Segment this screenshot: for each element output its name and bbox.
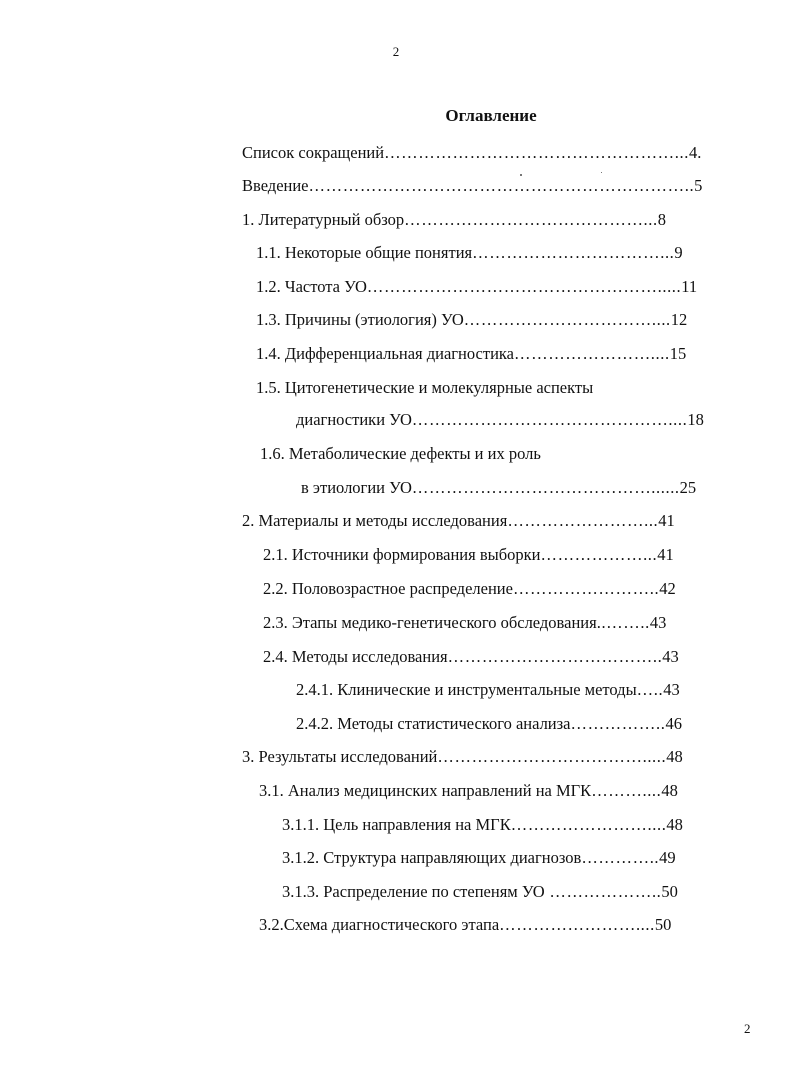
toc-entry-leader: ……………………... <box>507 511 659 530</box>
toc-entry-page: 4. <box>688 143 702 162</box>
toc-entry-label: 1.6. Метаболические дефекты и их роль <box>260 444 541 463</box>
toc-entry-leader: ……….... <box>591 781 662 800</box>
toc-entry-leader: ….. <box>636 680 664 699</box>
toc-entry <box>256 274 697 300</box>
toc-entry-page: 9 <box>674 243 683 262</box>
toc-entry-leader: ..…….. <box>596 613 650 632</box>
toc-entry-page: 25 <box>679 478 697 497</box>
toc-entry-label: 1.3. Причины (этиология) УО <box>256 310 464 329</box>
toc-entry-leader: …………….. <box>570 714 666 733</box>
page-number-bottom: 2 <box>744 1021 751 1036</box>
toc-entry-page: 18 <box>687 410 704 429</box>
toc-entry-page: 50 <box>654 915 672 934</box>
toc-entry <box>282 845 676 871</box>
toc-entry-leader: …………………………….... <box>463 310 671 329</box>
toc-entry-label: Введение <box>242 176 309 195</box>
toc-entry-leader: ……………….. <box>544 882 662 901</box>
toc-entry-leader: …………………….... <box>499 915 655 934</box>
toc-entry-leader: ……………………………... <box>472 243 675 262</box>
toc-entry-leader: ………………………………………………………….. <box>308 176 695 195</box>
toc-entry <box>256 341 686 367</box>
toc-entry-label: 2.4. Методы исследования <box>263 647 448 666</box>
toc-entry-label: 1.1. Некоторые общие понятия <box>256 243 473 262</box>
toc-entry-label: в этиологии УО <box>301 478 412 497</box>
toc-entry-leader: …………………….... <box>510 815 667 834</box>
toc-entry-label: 3.1. Анализ медицинских направлений на МГК <box>259 781 592 800</box>
toc-entry-label: 2.3. Этапы медико-генетического обследования <box>263 613 597 632</box>
toc-entry-label: 1.5. Цитогенетические и молекулярные аспекты <box>256 378 594 397</box>
toc-entry-label: 2. Материалы и методы исследования <box>242 511 508 530</box>
toc-entry-page: 42 <box>659 579 676 598</box>
toc-entry <box>282 812 683 838</box>
toc-entry-label: Список сокращений <box>242 143 385 162</box>
toc-entry <box>242 207 666 233</box>
toc-entry-label: диагностики УО <box>296 410 412 429</box>
toc-entry-page: 43 <box>662 647 679 666</box>
toc-entry <box>242 140 701 166</box>
toc-entry-page: 15 <box>669 344 687 363</box>
toc-entry-leader: ………………………………..... <box>437 747 667 766</box>
toc-entry <box>296 711 682 737</box>
toc-entry-leader: ……………………………………………..... <box>366 277 682 296</box>
toc-entry <box>259 778 678 804</box>
toc-entry-leader: …………………….. <box>512 579 660 598</box>
toc-entry-page: 41 <box>658 511 675 530</box>
toc-entry-page: 8 <box>657 210 666 229</box>
toc-entry-leader: ……………………………………...... <box>411 478 680 497</box>
toc-entry-page: 48 <box>661 781 678 800</box>
toc-title: Оглавление <box>445 106 537 125</box>
toc-entry-label: 3.1.3. Распределение по степеням УО <box>282 882 545 901</box>
toc-entry-leader: …………………….... <box>514 344 670 363</box>
toc-entry-page: 49 <box>659 848 676 867</box>
toc-entry <box>256 307 687 333</box>
toc-entry-page: 48 <box>666 747 683 766</box>
toc-entry-label: 3. Результаты исследований <box>242 747 438 766</box>
page-number-top: 2 <box>392 44 400 59</box>
toc-entry-label: 1.4. Дифференциальная диагностика <box>256 344 514 363</box>
toc-entry-page: 12 <box>670 310 688 329</box>
toc-entry-label: 3.1.2. Структура направляющих диагнозов <box>282 848 582 867</box>
toc-entry <box>263 576 676 602</box>
toc-entry-label: 1.2. Частота УО <box>256 277 367 296</box>
toc-entry-leader: ……………………………………... <box>404 210 658 229</box>
toc-entry <box>242 744 683 770</box>
toc-entry <box>260 441 541 467</box>
toc-entry-leader: ……………………………………………... <box>384 143 689 162</box>
toc-entry <box>263 542 674 568</box>
toc-entry-label: 2.2. Половозрастное распределение <box>263 579 513 598</box>
toc-entry <box>296 407 704 433</box>
toc-entry-label: 2.1. Источники формирования выборки <box>263 545 541 564</box>
toc-entry-label: 3.2.Схема диагностического этапа <box>259 915 500 934</box>
toc-entry-page: 5 <box>694 176 703 195</box>
toc-entry <box>282 879 678 905</box>
toc-entry-page: 50 <box>661 882 678 901</box>
toc-entry-page: 11 <box>681 277 698 296</box>
toc-entry <box>256 240 683 266</box>
toc-entry-leader: ……………………………………….... <box>411 410 688 429</box>
toc-entry <box>301 475 696 501</box>
toc-entry-page: 48 <box>666 815 683 834</box>
toc-entry-page: 43 <box>649 613 667 632</box>
toc-entry-label: 3.1.1. Цель направления на МГК <box>282 815 511 834</box>
toc-entry <box>259 912 671 938</box>
toc-entry-page: 46 <box>665 714 682 733</box>
toc-entry-leader: ……………………………….. <box>447 647 663 666</box>
toc-entry-label: 1. Литературный обзор <box>242 210 405 229</box>
toc-entry <box>256 375 593 401</box>
toc-entry-page: 41 <box>657 545 674 564</box>
toc-entry <box>242 508 675 534</box>
toc-entry-label: 2.4.1. Клинические и инструментальные методы <box>296 680 637 699</box>
toc-entry-leader: ………………... <box>540 545 658 564</box>
toc-entry <box>296 677 680 703</box>
toc-entry <box>242 173 702 199</box>
toc-entry-label: 2.4.2. Методы статистического анализа <box>296 714 571 733</box>
toc-entry-leader: ………….. <box>581 848 660 867</box>
toc-entry <box>263 610 666 636</box>
toc-entry-page: 43 <box>663 680 680 699</box>
toc-entry <box>263 644 679 670</box>
